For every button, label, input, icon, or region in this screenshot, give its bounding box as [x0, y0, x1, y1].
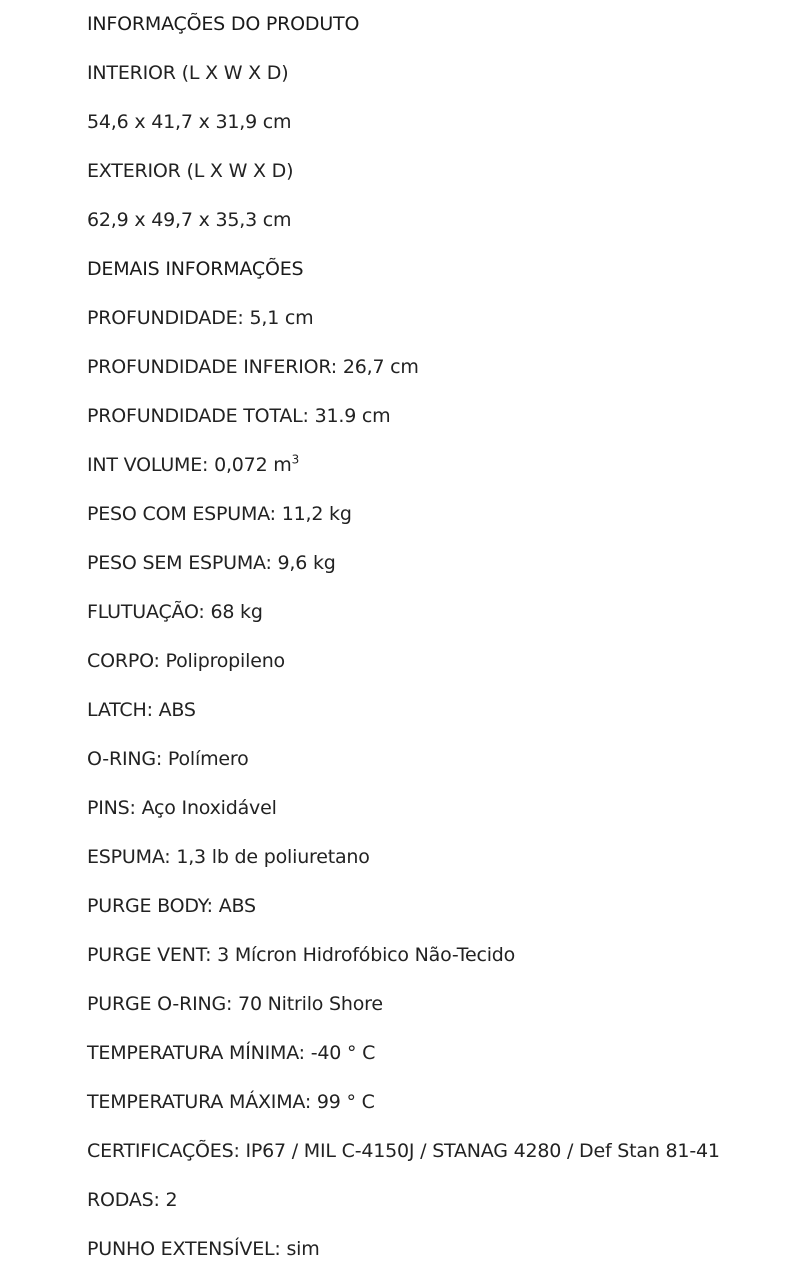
spec-total-depth: PROFUNDIDADE TOTAL: 31.9 cm: [87, 405, 391, 427]
spec-extendable-handle: PUNHO EXTENSÍVEL: sim: [87, 1238, 320, 1260]
spec-buoyancy: FLUTUAÇÃO: 68 kg: [87, 601, 263, 623]
spec-weight-with-foam: PESO COM ESPUMA: 11,2 kg: [87, 503, 352, 525]
spec-pins: PINS: Aço Inoxidável: [87, 797, 277, 819]
spec-int-volume: [87, 441, 720, 490]
product-info-title: INFORMAÇÕES DO PRODUTO: [87, 13, 360, 35]
interior-dimensions-label: INTERIOR (L X W X D): [87, 62, 289, 84]
spec-min-temperature: TEMPERATURA MÍNIMA: -40 ° C: [87, 1042, 376, 1064]
spec-purge-o-ring: PURGE O-RING: 70 Nitrilo Shore: [87, 993, 383, 1015]
spec-foam: ESPUMA: 1,3 lb de poliuretano: [87, 846, 370, 868]
spec-latch: LATCH: ABS: [87, 699, 196, 721]
spec-certifications: CERTIFICAÇÕES: IP67 / MIL C-4150J / STANAG 4280 / Def Stan 81-41: [87, 1140, 720, 1162]
spec-int-volume-text: INT VOLUME: 0,072 m: [87, 454, 292, 476]
spec-wheels: RODAS: 2: [87, 1189, 178, 1211]
product-spec-list: [87, 0, 720, 1274]
exterior-dimensions-label: EXTERIOR (L X W X D): [87, 160, 294, 182]
spec-int-volume-exponent: 3: [291, 452, 300, 467]
spec-max-temperature: TEMPERATURA MÁXIMA: 99 ° C: [87, 1091, 375, 1113]
spec-o-ring: O-RING: Polímero: [87, 748, 249, 770]
spec-purge-vent: PURGE VENT: 3 Mícron Hidrofóbico Não-Tecido: [87, 944, 516, 966]
exterior-dimensions-value: 62,9 x 49,7 x 35,3 cm: [87, 209, 292, 231]
spec-body: CORPO: Polipropileno: [87, 650, 285, 672]
spec-bottom-depth: PROFUNDIDADE INFERIOR: 26,7 cm: [87, 356, 419, 378]
spec-purge-body: PURGE BODY: ABS: [87, 895, 256, 917]
other-info-title: DEMAIS INFORMAÇÕES: [87, 258, 304, 280]
spec-depth: PROFUNDIDADE: 5,1 cm: [87, 307, 314, 329]
interior-dimensions-value: 54,6 x 41,7 x 31,9 cm: [87, 111, 292, 133]
spec-weight-without-foam: PESO SEM ESPUMA: 9,6 kg: [87, 552, 336, 574]
